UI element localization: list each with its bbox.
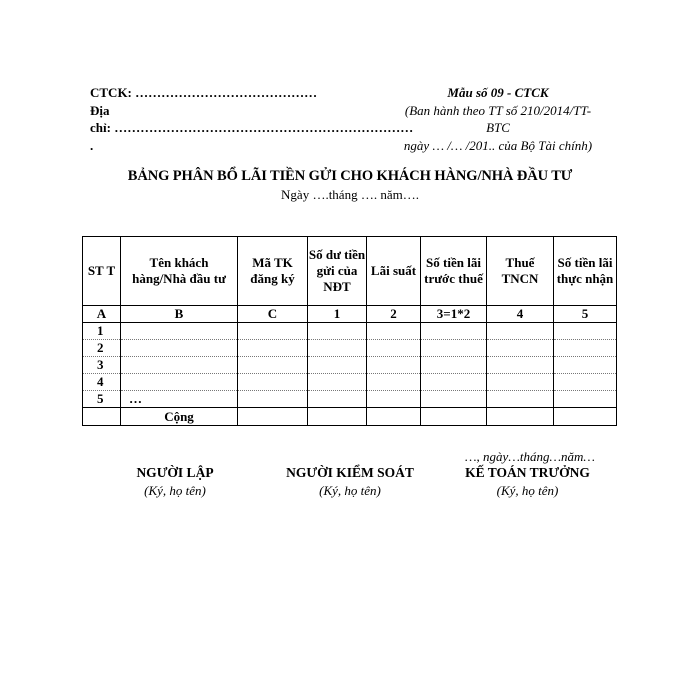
code-cell: A <box>83 306 121 323</box>
total-row <box>83 408 617 426</box>
table-cell <box>238 323 308 340</box>
total-label: Cộng <box>121 408 238 426</box>
table-cell <box>367 408 421 426</box>
document-date: Ngày ….tháng …. năm…. <box>281 187 419 202</box>
table-cell <box>83 408 121 426</box>
table-cell <box>487 323 554 340</box>
table-cell <box>308 408 367 426</box>
code-cell: 2 <box>367 306 421 323</box>
row-number: 1 <box>83 323 121 340</box>
table-cell <box>238 340 308 357</box>
form-number: Mẫu số 09 - CTCK <box>447 85 549 100</box>
signer-title: KẾ TOÁN TRƯỞNG <box>465 465 590 480</box>
table-cell <box>421 357 487 374</box>
table-cell <box>308 374 367 391</box>
row-number: 5 <box>83 391 121 408</box>
row-number: 4 <box>83 374 121 391</box>
header-pre-tax-interest: Số tiền lãi trước thuế <box>421 237 487 306</box>
header-personal-income-tax: Thuế TNCN <box>487 237 554 306</box>
company-header <box>90 84 414 154</box>
code-cell: 3=1*2 <box>421 306 487 323</box>
table-cell <box>308 357 367 374</box>
table-cell <box>308 340 367 357</box>
table-cell <box>308 323 367 340</box>
signer-note: (Ký, họ tên) <box>319 483 381 498</box>
form-reference <box>380 84 616 154</box>
code-cell: 4 <box>487 306 554 323</box>
customer-name-cell <box>121 323 238 340</box>
table-cell <box>421 323 487 340</box>
table-cell <box>487 408 554 426</box>
table-header-row <box>83 237 617 306</box>
signer-note: (Ký, họ tên) <box>496 483 559 498</box>
header-interest-rate: Lãi suất <box>367 237 421 306</box>
table-cell <box>487 340 554 357</box>
table-cell <box>421 374 487 391</box>
table-cell <box>367 374 421 391</box>
interest-allocation-table <box>82 236 617 426</box>
signer-chief-accountant <box>450 465 605 499</box>
signer-title: NGƯỜI LẬP <box>136 465 214 480</box>
row-number: 3 <box>83 357 121 374</box>
code-cell: C <box>238 306 308 323</box>
issued-line-3: ngày … /… /201.. của Bộ Tài chính) <box>403 137 593 153</box>
header-customer-name: Tên khách hàng/Nhà đầu tư <box>121 237 238 306</box>
header-stt: ST T <box>83 237 121 306</box>
address-dot: . <box>90 137 94 153</box>
customer-name-cell <box>121 374 238 391</box>
code-cell: B <box>121 306 238 323</box>
address-label: Địa <box>90 102 110 118</box>
table-cell <box>238 374 308 391</box>
customer-name-cell <box>121 357 238 374</box>
table-cell <box>554 340 617 357</box>
signer-title: NGƯỜI KIỂM SOÁT <box>286 465 414 480</box>
table-cell <box>487 391 554 408</box>
table-cell <box>367 357 421 374</box>
customer-name-cell: … <box>121 391 238 408</box>
signer-controller <box>270 465 430 499</box>
table-cell <box>421 340 487 357</box>
issued-line-2: BTC <box>486 120 510 135</box>
table-cell <box>421 391 487 408</box>
table-cell <box>554 323 617 340</box>
document-title: BẢNG PHÂN BỔ LÃI TIỀN GỬI CHO KHÁCH HÀNG/NHÀ ĐẦU TƯ <box>127 168 573 184</box>
signer-note: (Ký, họ tên) <box>144 483 206 498</box>
issued-line-1: (Ban hành theo TT số 210/2014/TT- <box>404 102 592 118</box>
table-cell <box>308 391 367 408</box>
signer-preparer <box>110 465 240 499</box>
signature-date-line: …, ngày…tháng…năm… <box>464 449 595 464</box>
table-cell <box>238 391 308 408</box>
column-code-row <box>83 306 617 323</box>
table-row <box>83 323 617 340</box>
header-net-interest: Số tiền lãi thực nhận <box>554 237 617 306</box>
table-cell <box>554 374 617 391</box>
row-number: 2 <box>83 340 121 357</box>
table-cell <box>554 391 617 408</box>
header-deposit-balance: Số dư tiền gửi của NĐT <box>308 237 367 306</box>
table-row <box>83 391 617 408</box>
ctck-line: CTCK: …………………………………… <box>90 85 318 100</box>
table-cell <box>421 408 487 426</box>
table-cell <box>367 340 421 357</box>
code-cell: 5 <box>554 306 617 323</box>
table-row <box>83 340 617 357</box>
table-cell <box>367 323 421 340</box>
address-line: chỉ: …………………………………………………………… <box>90 120 414 135</box>
code-cell: 1 <box>308 306 367 323</box>
table-row <box>83 357 617 374</box>
table-cell <box>554 408 617 426</box>
table-cell <box>487 374 554 391</box>
table-cell <box>238 357 308 374</box>
table-cell <box>487 357 554 374</box>
table-cell <box>554 357 617 374</box>
table-row <box>83 374 617 391</box>
table-cell <box>238 408 308 426</box>
header-account-code: Mã TK đăng ký <box>238 237 308 306</box>
table-cell <box>367 391 421 408</box>
customer-name-cell <box>121 340 238 357</box>
